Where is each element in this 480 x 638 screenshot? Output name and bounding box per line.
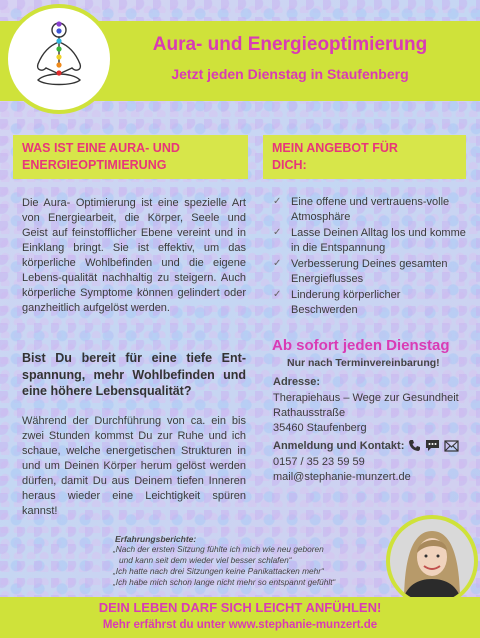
logo-circle [8, 8, 110, 110]
offer-text: Eine offene und vertrauens-volle Atmosphäre [291, 196, 450, 223]
right-heading-line2: DICH: [272, 158, 307, 172]
offer-text: Lasse Deinen Alltag los und komme in die Entspannung [291, 227, 466, 254]
address-block [273, 391, 473, 436]
right-heading-line1: MEIN ANGEBOT FÜR [272, 141, 398, 155]
offer-item [273, 195, 468, 224]
check-icon: ✓ [273, 227, 282, 238]
check-icon: ✓ [273, 289, 282, 300]
right-heading [272, 140, 462, 174]
address-line: 35460 Staufenberg [273, 422, 367, 434]
page-subtitle: Jetzt jeden Dienstag in Staufenberg [171, 66, 409, 82]
portrait-frame [386, 515, 478, 607]
meditation-figure-icon [8, 8, 110, 110]
left-heading-line1: WAS IST EINE AURA- UND [22, 141, 180, 155]
offer-list [273, 195, 468, 319]
chat-icon[interactable] [425, 439, 440, 452]
offer-item [273, 226, 468, 255]
ab-sofort-heading: Ab sofort jeden Dienstag [272, 337, 450, 354]
phone-icon[interactable] [408, 439, 421, 452]
address-line: Rathausstraße [273, 407, 346, 419]
check-icon: ✓ [273, 258, 282, 269]
review-line: und kann seit dem wieder viel besser schlafen“ [119, 555, 292, 565]
footer-slogan: DEIN LEBEN DARF SICH LEICHT ANFÜHLEN! [98, 600, 382, 615]
address-line: Therapiehaus – Wege zur Gesundheit [273, 392, 459, 404]
offer-text: Linderung körperlicher Beschwerden [291, 289, 401, 316]
intro-paragraph: Die Aura- Optimierung ist eine spezielle Art von Energiearbeit, die Körper, Seele und Geist auf feinstofflicher Ebene vereint und in Einklang bringt. Sie ist effektiv, um das körperliche Wohlbefinden und die eigene Lebens-qualität nachhaltig zu steigern. Auch körperliche Symptome können gelindert oder ganzheitlich aufgelöst werden. [22, 197, 246, 314]
mail-icon[interactable] [444, 440, 459, 452]
offer-item [273, 257, 468, 286]
page-title: Aura- und Energieoptimierung [152, 34, 428, 55]
email-address[interactable]: mail@stephanie-munzert.de [273, 471, 411, 483]
review-line: „Ich hatte nach drei Sitzungen keine Panikattacken mehr“ [113, 566, 324, 576]
left-heading [22, 140, 244, 174]
review-line: „Nach der ersten Sitzung fühlte ich mich wie neu geboren [113, 544, 324, 554]
reviews-list [113, 544, 383, 588]
address-label: Adresse: [273, 376, 321, 388]
offer-item [273, 288, 468, 317]
phone-number[interactable]: 0157 / 35 23 59 59 [273, 456, 365, 468]
footer-website[interactable]: Mehr erfährst du unter www.stephanie-munzert.de [102, 619, 378, 631]
offer-text: Verbesserung Deines gesamten Energieflusses [291, 258, 448, 285]
question-paragraph: Bist Du bereit für eine tiefe Ent-spannung, mehr Wohlbefinden und eine höhere Lebensqualität? [22, 351, 246, 398]
contact-heading-row [273, 439, 473, 452]
review-line: „Ich habe mich schon lange nicht mehr so entspannt gefühlt“ [113, 577, 336, 587]
contact-label: Anmeldung und Kontakt: [273, 439, 405, 452]
reviews-title: Erfahrungsberichte: [115, 534, 197, 544]
check-icon: ✓ [273, 196, 282, 207]
contact-block [273, 455, 473, 485]
process-paragraph: Während der Durchführung von ca. ein bis zwei Stunden kommst Du zur Ruhe und ich schaue, welche energetischen Strukturen in und um Deinen Körper herum gelöst werden dürfen, damit Du aus Deinem tiefen Inneren heraus wieder eine Leichtigkeit spüren kannst! [22, 415, 246, 517]
termin-note: Nur nach Terminvereinbarung! [287, 357, 440, 369]
left-heading-line2: ENERGIEOPTIMIERUNG [22, 158, 167, 172]
portrait-photo [390, 519, 474, 603]
